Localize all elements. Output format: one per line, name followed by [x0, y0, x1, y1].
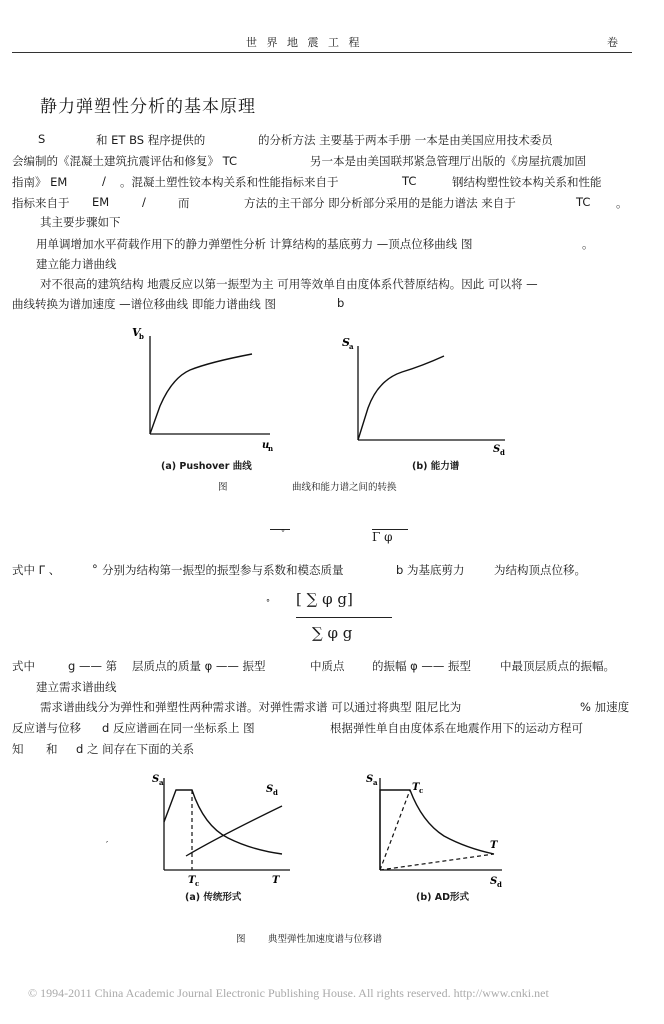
- text-segment: 其主要步骤如下: [40, 215, 121, 229]
- x-sub: d: [497, 880, 502, 889]
- text-segment: 指标来自于: [12, 196, 70, 210]
- figure-1a-caption: (a) Pushover 曲线: [161, 461, 252, 472]
- text-segment: 建立需求谱曲线: [36, 680, 117, 694]
- displacement-spectrum: [186, 806, 282, 856]
- stray-mark: ′: [106, 840, 109, 851]
- text-segment: 根据弹性单自由度体系在地震作用下的运动方程可: [330, 721, 583, 735]
- x-sub: n: [268, 444, 274, 453]
- figure-2-caption: 典型弹性加速度谱与位移谱: [268, 934, 383, 945]
- text-segment: 式中 Γ 、: [12, 563, 61, 577]
- text-segment: 指南》 EM: [12, 175, 68, 189]
- text-segment: 会编制的《混凝土建筑抗震评估和修复》 TC: [12, 154, 238, 168]
- figure-1: [120, 322, 580, 472]
- text-segment: /: [102, 174, 106, 188]
- eq1-right: Γ φ: [372, 530, 393, 544]
- text-segment: d 反应谱画在同一坐标系上 图: [102, 721, 255, 735]
- text-segment: 钢结构塑性铰本构关系和性能: [452, 175, 602, 189]
- text-segment: S: [38, 132, 46, 146]
- figure-2a-caption: (a) 传统形式: [185, 892, 242, 903]
- text-segment: 曲线转换为谱加速度 —谱位移曲线 即能力谱曲线 图: [12, 297, 276, 311]
- journal-header: 世 界 地 震 工 程: [246, 36, 363, 49]
- tc-label: T: [188, 875, 196, 886]
- text-segment: 需求谱曲线分为弹性和弹塑性两种需求谱。对弹性需求谱 可以通过将典型 阻尼比为: [40, 700, 462, 714]
- x-label: T: [272, 875, 280, 886]
- text-segment: 反应谱与位移: [12, 721, 81, 735]
- eq1-bar-left: [270, 529, 290, 530]
- text-segment: 为结构顶点位移。: [494, 563, 586, 577]
- volume-label: 卷: [607, 36, 618, 49]
- eq2-numerator: [ ∑ φ g]: [296, 590, 353, 608]
- figure-1b-caption: (b) 能力谱: [412, 461, 460, 472]
- tc-label: T: [412, 782, 420, 793]
- text-segment: 中质点: [310, 659, 345, 673]
- x-sub: d: [500, 448, 505, 457]
- acceleration-spectrum: [164, 790, 282, 854]
- sd-sub: d: [273, 788, 278, 797]
- text-segment: 对不很高的建筑结构 地震反应以第一振型为主 可用等效单自由度体系代替原结构。因此 可以将 —: [40, 277, 538, 291]
- text-segment: 另一本是由美国联邦紧急管理厅出版的《房屋抗震加固: [310, 154, 586, 168]
- traditional-spectrum-panel: [152, 774, 290, 888]
- y-label: S: [152, 774, 160, 785]
- pushover-curve-panel: [132, 326, 273, 453]
- text-segment: 用单调增加水平荷载作用下的静力弹塑性分析 计算结构的基底剪力 —顶点位移曲线 图: [36, 237, 473, 251]
- y-sub: a: [349, 342, 354, 351]
- text-segment: 的振幅 φ —— 振型: [372, 659, 472, 673]
- tc-sub: c: [195, 879, 200, 888]
- y-label: V: [132, 326, 141, 339]
- text-segment: b: [337, 296, 345, 310]
- text-segment: 。: [582, 237, 594, 251]
- text-segment: TC: [576, 195, 591, 209]
- figure-1-caption: 曲线和能力谱之间的转换: [292, 482, 397, 493]
- capacity-spectrum-panel: [342, 336, 505, 457]
- y-label: S: [366, 774, 374, 785]
- x-label: S: [493, 444, 501, 455]
- eq1-left: °: [281, 528, 285, 537]
- copyright-footer: © 1994-2011 China Academic Journal Electronic Publishing House. All rights reserved. http://www.cnki.net: [28, 986, 549, 1000]
- text-segment: 方法的主干部分 即分析部分采用的是能力谱法 来自于: [244, 196, 516, 210]
- x-label: u: [262, 440, 270, 451]
- x-label: S: [490, 876, 498, 887]
- figure-2-number: 图: [236, 934, 246, 945]
- text-segment: % 加速度: [580, 700, 630, 714]
- text-segment: 和 ET BS 程序提供的: [96, 133, 206, 147]
- figure-1-number: 图: [218, 482, 228, 493]
- eq2-fraction-bar: [296, 617, 392, 618]
- y-sub: a: [159, 778, 164, 787]
- text-segment: b 为基底剪力: [396, 563, 465, 577]
- text-segment: TC: [402, 174, 417, 188]
- header-rule: [12, 52, 632, 53]
- text-segment: 知: [12, 742, 24, 756]
- eq2-lhs: °: [266, 598, 270, 607]
- text-segment: 。混凝土塑性铰本构关系和性能指标来自于: [120, 175, 339, 189]
- text-segment: 层质点的质量 φ —— 振型: [132, 659, 266, 673]
- y-sub: a: [373, 778, 378, 787]
- text-segment: 分别为结构第一振型的振型参与系数和模态质量: [102, 563, 344, 577]
- capacity-curve: [358, 356, 444, 440]
- eq2-denominator: ∑ φ g: [312, 624, 353, 642]
- ad-spectrum-panel: [366, 774, 502, 889]
- text-segment: 而: [178, 196, 190, 210]
- text-segment: /: [142, 195, 146, 209]
- figure-2b-caption: (b) AD形式: [416, 892, 470, 903]
- sd-label: S: [266, 784, 274, 795]
- figure-2: [140, 770, 520, 900]
- text-segment: 建立能力谱曲线: [36, 257, 117, 271]
- text-segment: EM: [92, 195, 110, 209]
- y-label: S: [342, 336, 350, 349]
- text-segment: 的分析方法 主要基于两本手册 一本是由美国应用技术委员: [258, 133, 553, 147]
- text-segment: d 之 间存在下面的关系: [76, 742, 195, 756]
- text-segment: 。: [616, 196, 628, 210]
- tc-sub: c: [419, 786, 424, 795]
- text-segment: 式中: [12, 659, 35, 673]
- t-radial-line: [380, 854, 494, 870]
- text-segment: 中最顶层质点的振幅。: [500, 659, 615, 673]
- ad-spectrum-curve: [380, 790, 494, 870]
- text-segment: 和: [46, 742, 58, 756]
- tc-radial-line: [380, 790, 410, 870]
- text-segment: g —— 第: [68, 659, 118, 673]
- pushover-curve: [150, 354, 252, 434]
- y-sub: b: [139, 332, 144, 341]
- section-title: 静力弹塑性分析的基本原理: [40, 97, 256, 117]
- text-segment: °: [92, 562, 98, 576]
- t-label: T: [490, 840, 498, 851]
